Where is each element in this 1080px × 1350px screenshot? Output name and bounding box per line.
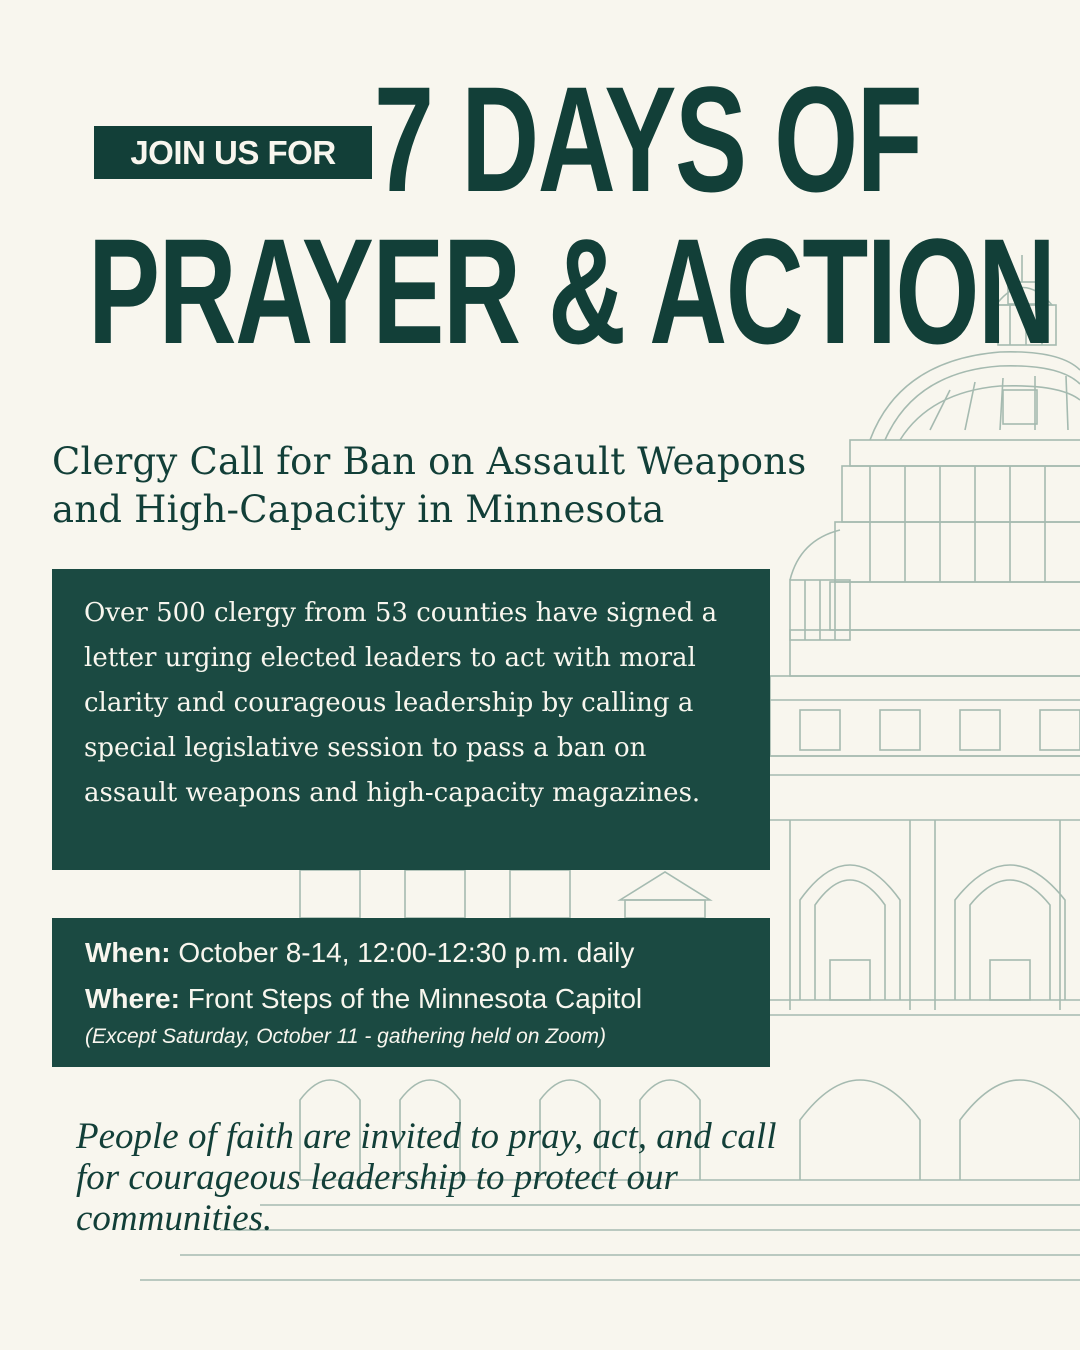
join-us-badge: JOIN US FOR (94, 126, 372, 179)
event-when (85, 930, 750, 976)
description-text: Over 500 clergy from 53 counties have signed a letter urging elected leaders to act with moral clarity and courageous leadership by calling a special legislative session to pass a ban on assault weapons and high-capacity magazines. (84, 598, 718, 808)
where-label: Where: (85, 983, 180, 1014)
subtitle-line-1: Clergy Call for Ban on Assault Weapons (52, 440, 807, 483)
closing-statement: People of faith are invited to pray, act, and call for courageous leadership to protect our communities. (76, 1116, 777, 1239)
when-label: When: (85, 937, 171, 968)
event-where (85, 976, 750, 1022)
subtitle-line-2: and High-Capacity in Minnesota (52, 488, 665, 531)
when-value: October 8-14, 12:00-12:30 p.m. daily (178, 937, 635, 968)
description-box (52, 569, 770, 870)
where-value: Front Steps of the Minnesota Capitol (187, 983, 643, 1014)
title-line-1: 7 DAYS OF (374, 55, 922, 223)
event-details-box (52, 918, 770, 1067)
event-note: (Except Saturday, October 11 - gathering held on Zoom) (85, 1025, 606, 1048)
title-line-2: PRAYER & ACTION (88, 207, 1055, 375)
subtitle (52, 438, 872, 534)
